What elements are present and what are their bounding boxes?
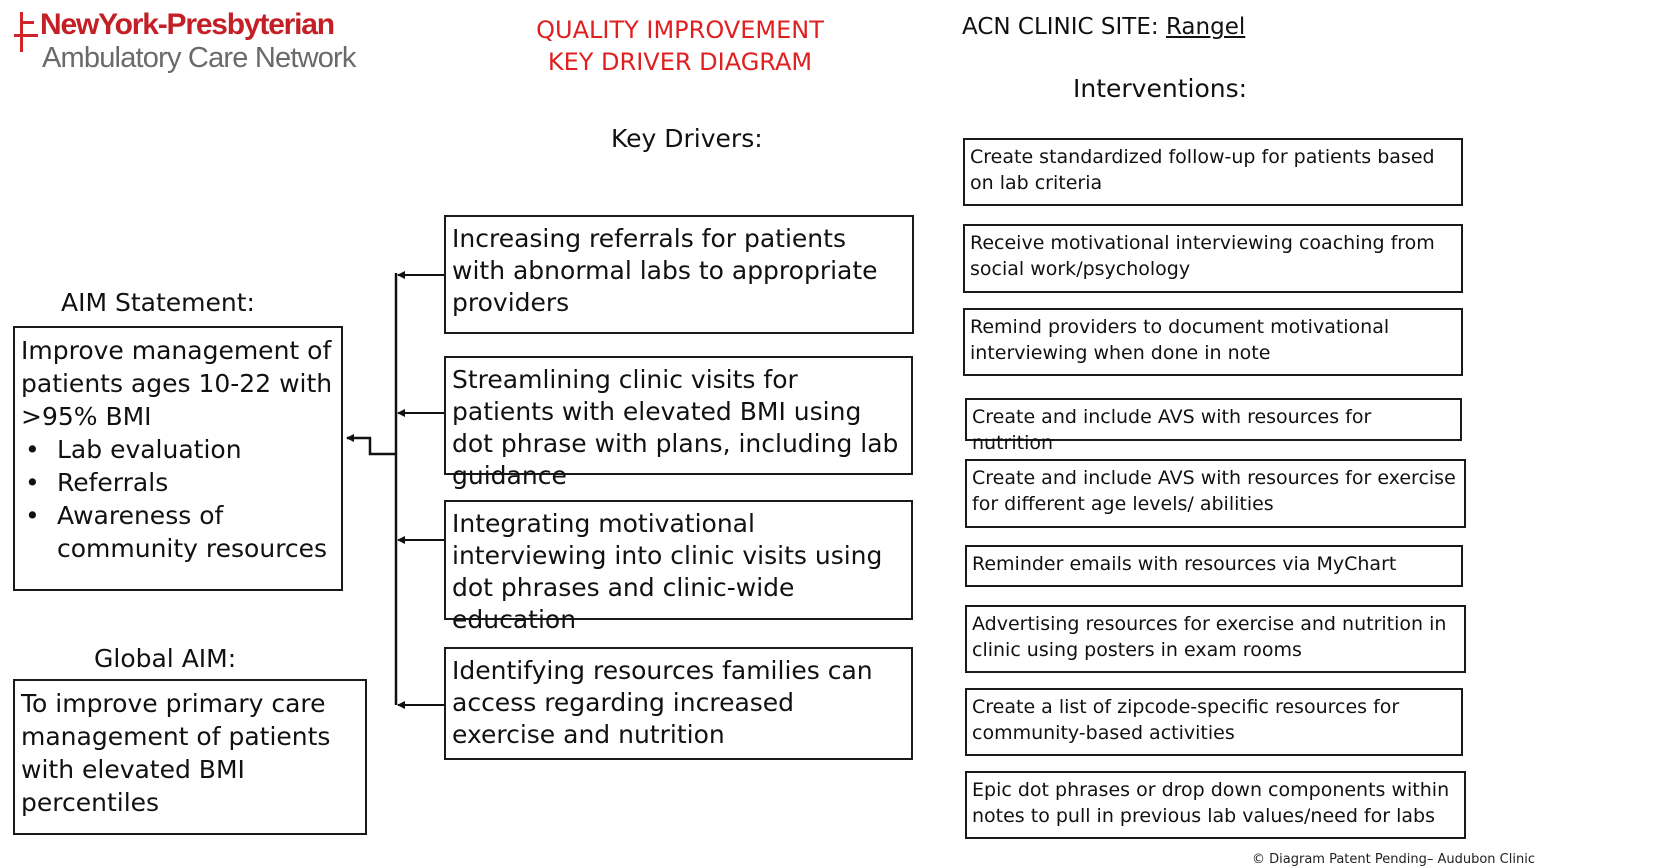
diagram-title-line-2: KEY DRIVER DIAGRAM: [547, 48, 813, 76]
intervention-text: Create standardized follow-up for patients based on lab criteria: [970, 146, 1435, 194]
interventions-header: Interventions:: [1073, 74, 1248, 103]
diagram-title-line-1: QUALITY IMPROVEMENT: [536, 16, 824, 44]
aim-statement-header: AIM Statement:: [61, 288, 255, 317]
global-aim-text: To improve primary care management of patients with elevated BMI percentiles: [21, 689, 331, 817]
intervention-text: Remind providers to document motivational interviewing when done in note: [970, 316, 1390, 364]
intervention-text: Create and include AVS with resources for exercise for different age levels/ abilities: [972, 467, 1456, 515]
footer-copyright: © Diagram Patent Pending– Audubon Clinic: [1252, 852, 1535, 867]
key-drivers-header: Key Drivers:: [611, 124, 763, 153]
key-driver-text: Integrating motivational interviewing into clinic visits using dot phrases and clinic-wide education: [452, 509, 883, 634]
logo-line-1: NewYork-Presbyterian: [40, 8, 334, 41]
clinic-site-label: ACN CLINIC SITE:: [962, 14, 1159, 40]
aim-connector: [347, 438, 396, 454]
intervention-text: Advertising resources for exercise and nutrition in clinic using posters in exam rooms: [972, 613, 1447, 661]
clinic-site-value: Rangel: [1165, 14, 1246, 40]
intervention-text: Create a list of zipcode-specific resources for community-based activities: [972, 696, 1400, 744]
key-driver-text: Streamlining clinic visits for patients with elevated BMI using dot phrase with plans, including lab guidance: [452, 365, 899, 490]
global-aim-header: Global AIM:: [94, 644, 237, 673]
key-driver-text: Increasing referrals for patients with abnormal labs to appropriate providers: [452, 224, 878, 317]
aim-bullet: • Awareness of community resources: [21, 499, 335, 565]
intervention-text: Reminder emails with resources via MyChart: [972, 553, 1397, 575]
aim-bullet: • Referrals: [21, 466, 335, 499]
aim-statement-text: Improve management of patients ages 10-22 with >95% BMI: [21, 336, 333, 431]
intervention-text: Epic dot phrases or drop down components within notes to pull in previous lab values/need for labs: [972, 779, 1450, 827]
intervention-text: Create and include AVS with resources for nutrition: [972, 406, 1372, 454]
key-driver-text: Identifying resources families can access regarding increased exercise and nutrition: [452, 656, 873, 749]
intervention-text: Receive motivational interviewing coaching from social work/psychology: [970, 232, 1435, 280]
logo-line-2: Ambulatory Care Network: [42, 42, 356, 74]
aim-bullet: • Lab evaluation: [21, 433, 335, 466]
